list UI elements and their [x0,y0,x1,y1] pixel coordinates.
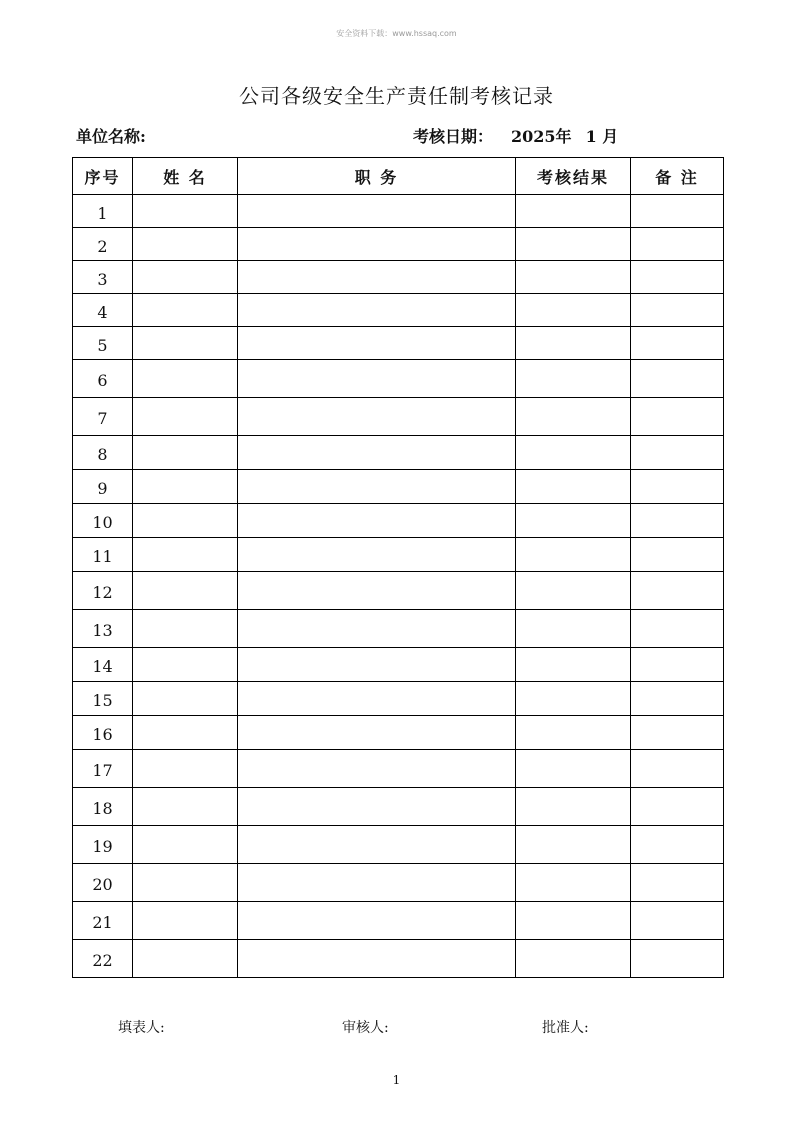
table-row [73,940,724,978]
cell-position[interactable] [238,826,516,864]
table-row [73,610,724,648]
cell-serial: 8 [73,436,133,470]
cell-name[interactable] [133,261,238,294]
cell-remarks[interactable] [631,195,724,228]
cell-position[interactable] [238,902,516,940]
header-result: 考核结果 [516,158,631,195]
cell-name[interactable] [133,864,238,902]
table-row [73,195,724,228]
cell-name[interactable] [133,538,238,572]
cell-result[interactable] [516,360,631,398]
table-row [73,294,724,327]
cell-result[interactable] [516,716,631,750]
date-year: 2025年 [511,127,572,146]
cell-remarks[interactable] [631,261,724,294]
cell-serial: 18 [73,788,133,826]
cell-name[interactable] [133,682,238,716]
cell-remarks[interactable] [631,682,724,716]
cell-serial: 15 [73,682,133,716]
cell-name[interactable] [133,610,238,648]
table-row [73,436,724,470]
cell-result[interactable] [516,940,631,978]
cell-position[interactable] [238,788,516,826]
cell-name[interactable] [133,228,238,261]
cell-result[interactable] [516,504,631,538]
watermark-text: 安全资料下载：www.hssaq.com [336,29,457,38]
table-row [73,504,724,538]
cell-serial: 6 [73,360,133,398]
cell-remarks[interactable] [631,750,724,788]
cell-position[interactable] [238,572,516,610]
cell-serial: 13 [73,610,133,648]
cell-serial: 10 [73,504,133,538]
cell-remarks[interactable] [631,940,724,978]
cell-serial: 2 [73,228,133,261]
unit-name-label: 单位名称: [76,127,146,146]
cell-name[interactable] [133,195,238,228]
cell-position[interactable] [238,864,516,902]
cell-result[interactable] [516,261,631,294]
cell-result[interactable] [516,538,631,572]
cell-result[interactable] [516,228,631,261]
cell-position[interactable] [238,398,516,436]
table-row [73,538,724,572]
cell-serial: 4 [73,294,133,327]
cell-name[interactable] [133,750,238,788]
cell-position[interactable] [238,610,516,648]
table-row [73,572,724,610]
approver-signature-label: 批准人: [542,1020,589,1036]
table-header-row [73,158,724,195]
cell-result[interactable] [516,195,631,228]
table-row [73,648,724,682]
cell-name[interactable] [133,504,238,538]
cell-position[interactable] [238,261,516,294]
table-row [73,228,724,261]
cell-name[interactable] [133,360,238,398]
date-month: 1 月 [585,127,619,146]
table-row [73,788,724,826]
table-row [73,470,724,504]
cell-position[interactable] [238,294,516,327]
cell-remarks[interactable] [631,902,724,940]
table-row [73,750,724,788]
cell-position[interactable] [238,538,516,572]
cell-remarks[interactable] [631,864,724,902]
table-row [73,327,724,360]
cell-result[interactable] [516,470,631,504]
cell-serial: 14 [73,648,133,682]
assessment-date [413,124,618,147]
cell-serial: 1 [73,195,133,228]
cell-remarks[interactable] [631,826,724,864]
cell-position[interactable] [238,470,516,504]
cell-result[interactable] [516,572,631,610]
cell-result[interactable] [516,294,631,327]
cell-serial: 3 [73,261,133,294]
cell-name[interactable] [133,294,238,327]
header-remarks: 备 注 [631,158,724,195]
cell-result[interactable] [516,648,631,682]
header-position: 职 务 [238,158,516,195]
table-row [73,826,724,864]
cell-remarks[interactable] [631,538,724,572]
reviewer-signature-label: 审核人: [342,1020,389,1036]
cell-position[interactable] [238,504,516,538]
cell-name[interactable] [133,940,238,978]
cell-result[interactable] [516,902,631,940]
cell-position[interactable] [238,716,516,750]
cell-name[interactable] [133,826,238,864]
cell-remarks[interactable] [631,648,724,682]
cell-serial: 19 [73,826,133,864]
cell-result[interactable] [516,864,631,902]
cell-serial: 21 [73,902,133,940]
cell-remarks[interactable] [631,470,724,504]
cell-name[interactable] [133,398,238,436]
cell-position[interactable] [238,682,516,716]
cell-position[interactable] [238,940,516,978]
filler-signature-label: 填表人: [118,1020,165,1036]
assessment-record-table [72,157,724,978]
table-row [73,864,724,902]
document-title: 公司各级安全生产责任制考核记录 [239,84,554,108]
cell-serial: 16 [73,716,133,750]
cell-serial: 5 [73,327,133,360]
cell-remarks[interactable] [631,436,724,470]
cell-position[interactable] [238,750,516,788]
cell-result[interactable] [516,826,631,864]
cell-name[interactable] [133,902,238,940]
cell-remarks[interactable] [631,788,724,826]
cell-remarks[interactable] [631,572,724,610]
cell-position[interactable] [238,436,516,470]
cell-position[interactable] [238,195,516,228]
cell-name[interactable] [133,572,238,610]
cell-name[interactable] [133,436,238,470]
cell-result[interactable] [516,436,631,470]
cell-remarks[interactable] [631,716,724,750]
cell-position[interactable] [238,327,516,360]
date-label: 考核日期： [413,127,494,146]
table-row [73,360,724,398]
cell-name[interactable] [133,648,238,682]
cell-result[interactable] [516,610,631,648]
table-row [73,261,724,294]
cell-serial: 9 [73,470,133,504]
cell-remarks[interactable] [631,360,724,398]
cell-name[interactable] [133,470,238,504]
cell-serial: 7 [73,398,133,436]
cell-position[interactable] [238,360,516,398]
cell-remarks[interactable] [631,228,724,261]
table-row [73,398,724,436]
cell-serial: 11 [73,538,133,572]
cell-name[interactable] [133,788,238,826]
cell-remarks[interactable] [631,398,724,436]
table-body [73,195,724,978]
cell-serial: 12 [73,572,133,610]
table-row [73,682,724,716]
cell-result[interactable] [516,788,631,826]
cell-serial: 17 [73,750,133,788]
cell-remarks[interactable] [631,327,724,360]
cell-remarks[interactable] [631,504,724,538]
table-row [73,716,724,750]
table-row [73,902,724,940]
cell-result[interactable] [516,398,631,436]
cell-name[interactable] [133,327,238,360]
cell-remarks[interactable] [631,294,724,327]
cell-result[interactable] [516,750,631,788]
cell-result[interactable] [516,327,631,360]
header-serial: 序号 [73,158,133,195]
cell-position[interactable] [238,648,516,682]
cell-name[interactable] [133,716,238,750]
cell-serial: 22 [73,940,133,978]
cell-serial: 20 [73,864,133,902]
header-name: 姓 名 [133,158,238,195]
cell-position[interactable] [238,228,516,261]
cell-remarks[interactable] [631,610,724,648]
page-number: 1 [392,1073,401,1087]
cell-result[interactable] [516,682,631,716]
